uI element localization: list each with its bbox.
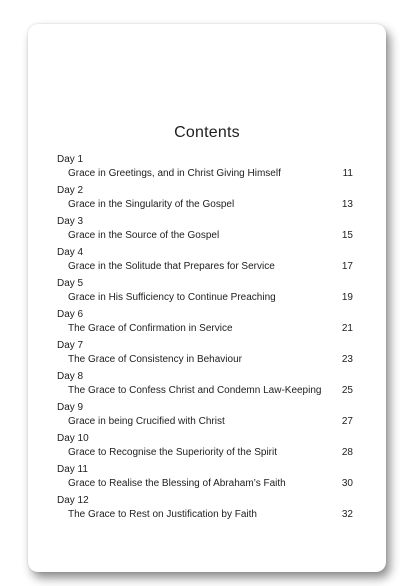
toc-day-label: Day 7 xyxy=(57,340,84,351)
toc-page-number: 27 xyxy=(341,416,353,427)
page-title: Contents xyxy=(174,124,240,141)
toc-day-label: Day 4 xyxy=(57,247,84,258)
toc-entry xyxy=(57,370,353,401)
toc-chapter-title: The Grace of Consistency in Behaviour xyxy=(68,354,242,365)
toc-day-label: Day 8 xyxy=(57,371,84,382)
toc-entry xyxy=(57,184,353,215)
document-page xyxy=(28,24,386,572)
toc-chapter-title: Grace in being Crucified with Christ xyxy=(68,416,225,427)
toc-page-number: 19 xyxy=(341,292,353,303)
toc-chapter-title: Grace in the Solitude that Prepares for Service xyxy=(68,261,275,272)
toc-day-label: Day 5 xyxy=(57,278,84,289)
toc-entry xyxy=(57,401,353,432)
toc-page-number: 32 xyxy=(341,509,353,520)
toc-line xyxy=(57,291,353,305)
toc-page-number: 13 xyxy=(341,199,353,210)
toc-chapter-title: Grace in His Sufficiency to Continue Preaching xyxy=(68,292,276,303)
toc-page-number: 17 xyxy=(341,261,353,272)
toc-line xyxy=(57,167,353,181)
toc-day-label: Day 12 xyxy=(57,495,89,506)
toc-chapter-title: Grace in Greetings, and in Christ Giving Himself xyxy=(68,168,281,179)
toc-line xyxy=(57,384,353,398)
toc-page-number: 25 xyxy=(341,385,353,396)
toc-line xyxy=(57,322,353,336)
toc-entry xyxy=(57,494,353,525)
toc-day-label: Day 10 xyxy=(57,433,89,444)
toc-line xyxy=(57,353,353,367)
toc-entry xyxy=(57,215,353,246)
toc-chapter-title: The Grace of Confirmation in Service xyxy=(68,323,233,334)
toc-day-label: Day 1 xyxy=(57,154,84,165)
toc-chapter-title: Grace to Recognise the Superiority of the Spirit xyxy=(68,447,277,458)
toc-page-number: 21 xyxy=(341,323,353,334)
toc-entry xyxy=(57,463,353,494)
toc-entry xyxy=(57,277,353,308)
toc-day-label: Day 9 xyxy=(57,402,84,413)
toc-page-number: 11 xyxy=(342,168,353,179)
toc-chapter-title: The Grace to Rest on Justification by Faith xyxy=(68,509,257,520)
toc-line xyxy=(57,508,353,522)
toc-day-label: Day 2 xyxy=(57,185,84,196)
toc-day-label: Day 11 xyxy=(57,464,88,475)
toc-line xyxy=(57,446,353,460)
toc-entry xyxy=(57,339,353,370)
toc-line xyxy=(57,198,353,212)
toc-page-number: 28 xyxy=(341,447,353,458)
toc-page-number: 23 xyxy=(341,354,353,365)
toc-entry xyxy=(57,432,353,463)
toc-chapter-title: The Grace to Confess Christ and Condemn Law-Keeping xyxy=(68,385,322,396)
toc-page-number: 30 xyxy=(341,478,353,489)
toc-entry xyxy=(57,153,353,184)
toc-entry xyxy=(57,246,353,277)
toc-line xyxy=(57,229,353,243)
toc-chapter-title: Grace in the Singularity of the Gospel xyxy=(68,199,235,210)
toc-line xyxy=(57,260,353,274)
toc-page-number: 15 xyxy=(341,230,353,241)
toc-chapter-title: Grace to Realise the Blessing of Abraham’s Faith xyxy=(68,478,286,489)
toc-entry xyxy=(57,308,353,339)
toc-day-label: Day 6 xyxy=(57,309,84,320)
toc-day-label: Day 3 xyxy=(57,216,84,227)
table-of-contents xyxy=(57,153,353,525)
toc-line xyxy=(57,477,353,491)
toc-chapter-title: Grace in the Source of the Gospel xyxy=(68,230,220,241)
toc-line xyxy=(57,415,353,429)
